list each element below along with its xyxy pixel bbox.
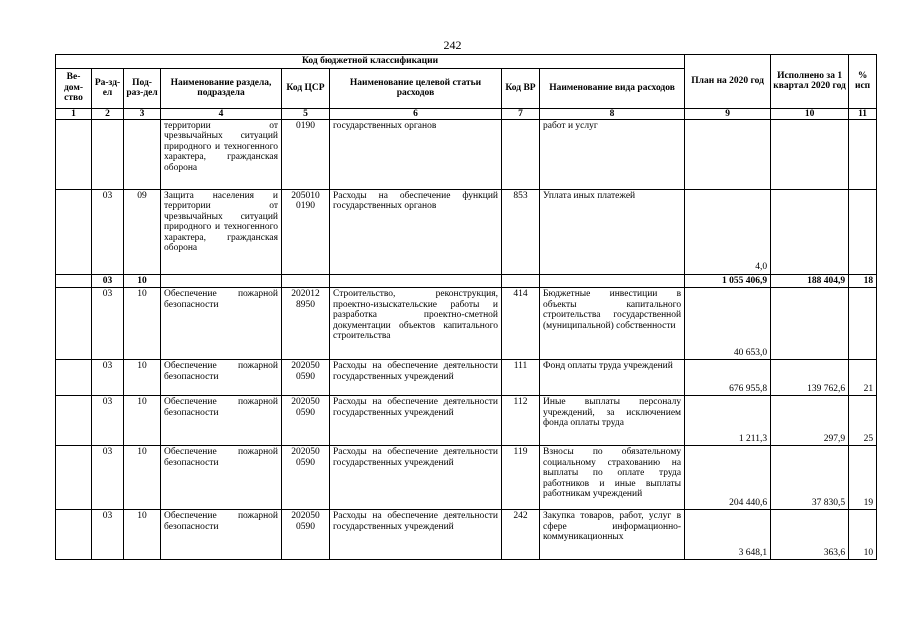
- cell-ved: [56, 360, 92, 396]
- cell-name: Обеспечение пожарной безопасности: [161, 510, 282, 560]
- cell-csr: 202050 0590: [282, 446, 330, 510]
- cell-pct: 18: [849, 274, 877, 288]
- cell-vr: 119: [502, 446, 540, 510]
- column-number: 2: [92, 108, 124, 119]
- cell-plan: 40 653,0: [685, 288, 771, 360]
- cell-done: 37 830,5: [771, 446, 849, 510]
- header-kod-vr: Код ВР: [502, 68, 540, 108]
- cell-podrazd: 10: [124, 396, 161, 446]
- header-row-group: [56, 55, 877, 69]
- column-number: 8: [540, 108, 685, 119]
- header-kod-csr: Код ЦСР: [282, 68, 330, 108]
- cell-vr: 414: [502, 288, 540, 360]
- cell-name: Обеспечение пожарной безопасности: [161, 396, 282, 446]
- cell-podrazd: 09: [124, 189, 161, 274]
- cell-pct: 10: [849, 510, 877, 560]
- cell-ved: [56, 396, 92, 446]
- cell-ved: [56, 119, 92, 189]
- cell-csr-name: Расходы на обеспечение функций государственных органов: [330, 189, 502, 274]
- cell-vr-name: Взносы по обязательному социальному страхованию на выплаты по оплате труда работников и иные выплаты работникам учреждений: [540, 446, 685, 510]
- cell-done: 363,6: [771, 510, 849, 560]
- cell-csr-name: Расходы на обеспечение деятельности государственных учреждений: [330, 360, 502, 396]
- cell-pct: 21: [849, 360, 877, 396]
- cell-csr-name: Расходы на обеспечение деятельности государственных учреждений: [330, 446, 502, 510]
- cell-plan: 676 955,8: [685, 360, 771, 396]
- cell-vr-name: Закупка товаров, работ, услуг в сфере информационно-коммуникационных: [540, 510, 685, 560]
- header-pct: % исп: [849, 55, 877, 109]
- cell-podrazd: [124, 119, 161, 189]
- cell-podrazd: 10: [124, 360, 161, 396]
- cell-plan: 3 648,1: [685, 510, 771, 560]
- column-number: 5: [282, 108, 330, 119]
- cell-razd: 03: [92, 396, 124, 446]
- table-row: [56, 446, 877, 510]
- cell-podrazd: 10: [124, 510, 161, 560]
- cell-podrazd: 10: [124, 288, 161, 360]
- cell-razd: 03: [92, 446, 124, 510]
- column-number: 9: [685, 108, 771, 119]
- cell-ved: [56, 288, 92, 360]
- column-numbers-row: [56, 108, 877, 119]
- header-name-vr: Наименование вида расходов: [540, 68, 685, 108]
- cell-csr-name: Расходы на обеспечение деятельности государственных учреждений: [330, 396, 502, 446]
- cell-vr: [502, 119, 540, 189]
- cell-csr-name: [330, 274, 502, 288]
- cell-name: территории от чрезвычайных ситуаций природного и техногенного характера, гражданская оборона: [161, 119, 282, 189]
- cell-csr: 202050 0590: [282, 360, 330, 396]
- cell-vr: 242: [502, 510, 540, 560]
- column-number: 3: [124, 108, 161, 119]
- cell-pct: [849, 288, 877, 360]
- cell-razd: 03: [92, 274, 124, 288]
- cell-razd: 03: [92, 189, 124, 274]
- cell-name: Обеспечение пожарной безопасности: [161, 446, 282, 510]
- cell-name: [161, 274, 282, 288]
- header-name-csr: Наименование целевой статьи расходов: [330, 68, 502, 108]
- cell-done: 139 762,6: [771, 360, 849, 396]
- cell-name: Обеспечение пожарной безопасности: [161, 288, 282, 360]
- cell-vr: 853: [502, 189, 540, 274]
- cell-razd: 03: [92, 288, 124, 360]
- cell-plan: 204 440,6: [685, 446, 771, 510]
- header-plan: План на 2020 год: [685, 55, 771, 109]
- cell-pct: 19: [849, 446, 877, 510]
- cell-vr: 112: [502, 396, 540, 446]
- cell-ved: [56, 510, 92, 560]
- cell-vr-name: Бюджетные инвестиции в объекты капитального строительства государственной (муниципальной) собственности: [540, 288, 685, 360]
- table-row: [56, 288, 877, 360]
- header-podrazd: Под-раз-дел: [124, 68, 161, 108]
- cell-csr: [282, 274, 330, 288]
- cell-pct: 25: [849, 396, 877, 446]
- cell-csr: 0190: [282, 119, 330, 189]
- cell-pct: [849, 119, 877, 189]
- cell-plan: 1 211,3: [685, 396, 771, 446]
- table-row: [56, 510, 877, 560]
- cell-vr-name: Фонд оплаты труда учреждений: [540, 360, 685, 396]
- table-row: [56, 396, 877, 446]
- cell-csr-name: Расходы на обеспечение деятельности государственных учреждений: [330, 510, 502, 560]
- cell-vr-name: [540, 274, 685, 288]
- column-number: 4: [161, 108, 282, 119]
- cell-done: [771, 288, 849, 360]
- cell-vr-name: Иные выплаты персоналу учреждений, за исключением фонда оплаты труда: [540, 396, 685, 446]
- column-number: 11: [849, 108, 877, 119]
- cell-done: 297,9: [771, 396, 849, 446]
- cell-podrazd: 10: [124, 274, 161, 288]
- column-number: 1: [56, 108, 92, 119]
- cell-plan: 4,0: [685, 189, 771, 274]
- column-number: 7: [502, 108, 540, 119]
- cell-ved: [56, 274, 92, 288]
- page-number: 242: [443, 38, 462, 52]
- table-row: [56, 360, 877, 396]
- cell-plan: 1 055 406,9: [685, 274, 771, 288]
- header-name-razd: Наименование раздела, подраздела: [161, 68, 282, 108]
- cell-vr: [502, 274, 540, 288]
- cell-csr-name: государственных органов: [330, 119, 502, 189]
- cell-csr: 205010 0190: [282, 189, 330, 274]
- header-razd: Ра-зд-ел: [92, 68, 124, 108]
- table-row-subtotal: [56, 274, 877, 288]
- cell-csr: 202050 0590: [282, 510, 330, 560]
- cell-razd: 03: [92, 510, 124, 560]
- cell-podrazd: 10: [124, 446, 161, 510]
- cell-csr: 202050 0590: [282, 396, 330, 446]
- budget-table: [55, 54, 877, 560]
- column-number: 10: [771, 108, 849, 119]
- cell-plan: [685, 119, 771, 189]
- cell-csr-name: Строительство, реконструкция, проектно-изыскательские работы и разработка проектно-сметной документации объектов капитального строительства: [330, 288, 502, 360]
- cell-vr-name: работ и услуг: [540, 119, 685, 189]
- cell-done: 188 404,9: [771, 274, 849, 288]
- cell-done: [771, 119, 849, 189]
- table-row: [56, 119, 877, 189]
- cell-ved: [56, 189, 92, 274]
- cell-done: [771, 189, 849, 274]
- column-number: 6: [330, 108, 502, 119]
- header-ved: Ве-дом-ство: [56, 68, 92, 108]
- cell-pct: [849, 189, 877, 274]
- cell-razd: [92, 119, 124, 189]
- cell-name: Защита населения и территории от чрезвычайных ситуаций природного и техногенного характера, гражданская оборона: [161, 189, 282, 274]
- cell-ved: [56, 446, 92, 510]
- cell-vr-name: Уплата иных платежей: [540, 189, 685, 274]
- header-done: Исполнено за 1 квартал 2020 год: [771, 55, 849, 109]
- cell-name: Обеспечение пожарной безопасности: [161, 360, 282, 396]
- header-budget-classification: Код бюджетной классификации: [56, 55, 685, 69]
- cell-csr: 202012 8950: [282, 288, 330, 360]
- cell-vr: 111: [502, 360, 540, 396]
- cell-razd: 03: [92, 360, 124, 396]
- table-row: [56, 189, 877, 274]
